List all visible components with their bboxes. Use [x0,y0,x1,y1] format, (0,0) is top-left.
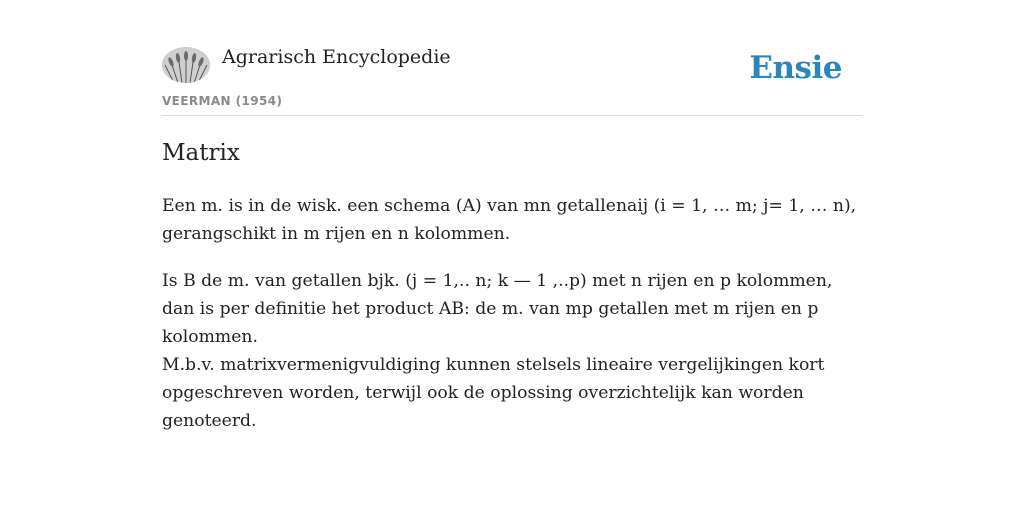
wheat-icon [162,47,210,83]
page [162,0,862,512]
article-paragraph: M.b.v. matrixvermenigvuldiging kunnen stelsels lineaire vergelijkingen kort opgeschreven worden, terwijl ook de oplossing overzichtelijk kan worden genoteerd. [162,355,825,431]
article-paragraph: Een m. is in de wisk. een schema (A) van mn getallenaij (i = 1, … m; j= 1, … n), gerangschikt in m rijen en n kolommen. [162,196,857,244]
article-paragraph: Is B de m. van getallen bjk. (j = 1,.. n; k — 1 ,..p) met n rijen en p kolommen, dan is per definitie het product AB: de m. van mp getallen met m rijen en p kolommen. [162,271,833,347]
article-title: Matrix [162,140,240,166]
ensie-logo-link[interactable]: Ensie [749,50,842,86]
encyclopedia-logo-image[interactable] [162,47,210,83]
header [162,0,862,116]
site-title[interactable]: Agrarisch Encyclopedie [222,46,451,68]
source-label: VEERMAN (1954) [162,94,283,108]
